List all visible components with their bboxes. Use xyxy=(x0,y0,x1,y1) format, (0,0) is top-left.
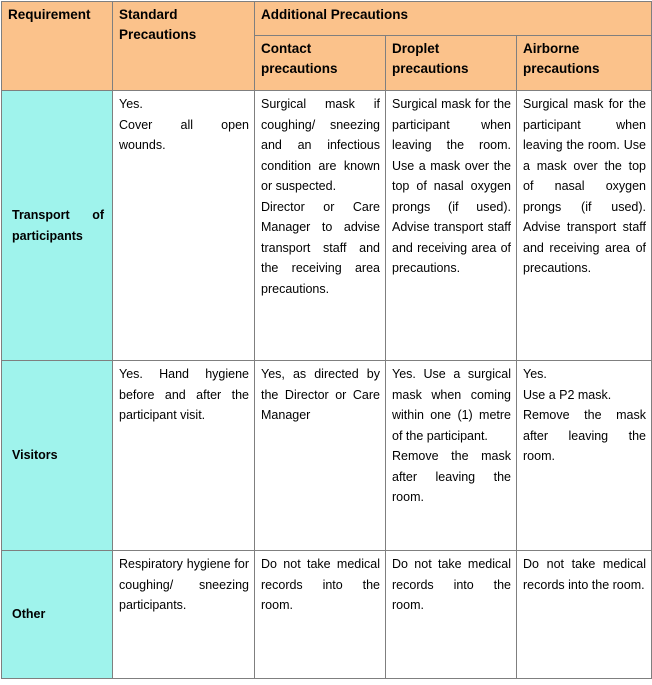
cell-transport-contact: Surgical mask if coughing/ sneezing and an infectious condition are known or suspected. Director or Care Manager to advise transport staff and the receiving area precautions. xyxy=(255,91,386,361)
cell-other-standard: Respiratory hygiene for coughing/ sneezing participants. xyxy=(113,551,255,679)
header-droplet-precautions: Droplet precautions xyxy=(386,36,517,91)
header-contact-precautions: Contact precautions xyxy=(255,36,386,91)
cell-transport-droplet: Surgical mask for the participant when leaving the room. Use a mask over the top of nasal oxygen prongs (if used). Advise transport staff and receiving area of precautions. xyxy=(386,91,517,361)
table-row xyxy=(2,361,652,551)
table-row xyxy=(2,551,652,679)
cell-other-airborne: Do not take medical records into the room. xyxy=(517,551,652,679)
header-standard-precautions: Standard Precautions xyxy=(113,2,255,91)
row-label-other: Other xyxy=(2,551,113,679)
cell-other-droplet: Do not take medical records into the room. xyxy=(386,551,517,679)
cell-transport-standard: Yes. Cover all open wounds. xyxy=(113,91,255,361)
cell-visitors-airborne: Yes. Use a P2 mask. Remove the mask after leaving the room. xyxy=(517,361,652,551)
cell-visitors-standard: Yes. Hand hygiene before and after the participant visit. xyxy=(113,361,255,551)
header-additional-precautions: Additional Precautions xyxy=(255,2,652,36)
table-row xyxy=(2,91,652,361)
row-label-transport: Transport of participants xyxy=(2,91,113,361)
cell-other-contact: Do not take medical records into the room. xyxy=(255,551,386,679)
cell-transport-airborne: Surgical mask for the participant when leaving the room. Use a mask over the top of nasal oxygen prongs (if used). Advise transport staff and receiving area of precautions. xyxy=(517,91,652,361)
header-requirement: Requirement xyxy=(2,2,113,91)
cell-visitors-contact: Yes, as directed by the Director or Care Manager xyxy=(255,361,386,551)
header-airborne-precautions: Airborne precautions xyxy=(517,36,652,91)
cell-visitors-droplet: Yes. Use a surgical mask when coming within one (1) metre of the participant. Remove the mask after leaving the room. xyxy=(386,361,517,551)
row-label-visitors: Visitors xyxy=(2,361,113,551)
precautions-table xyxy=(1,1,652,679)
